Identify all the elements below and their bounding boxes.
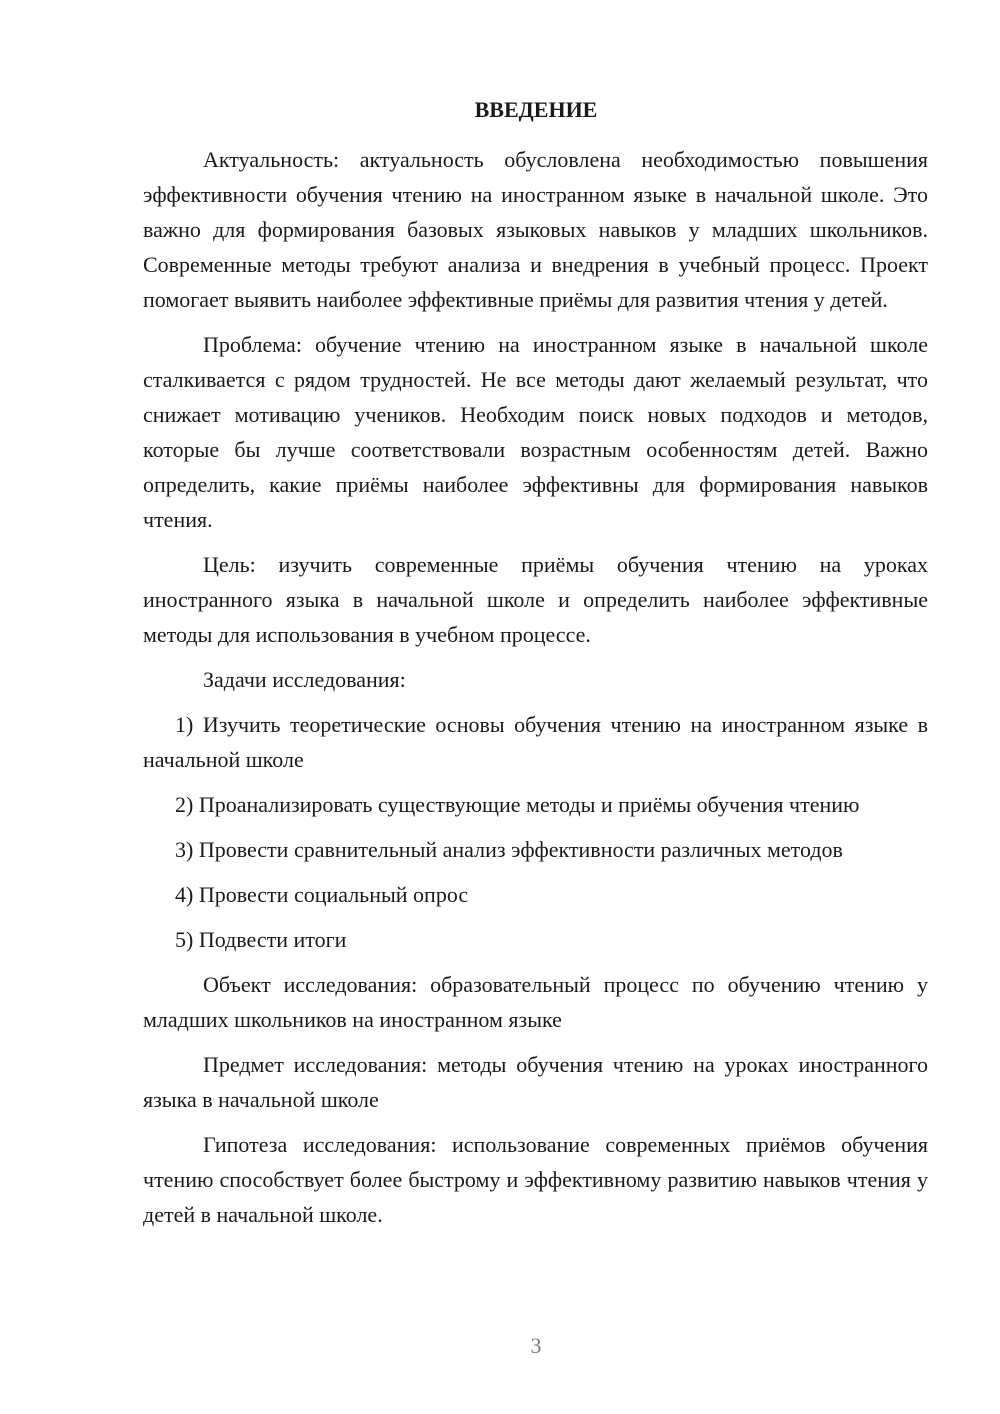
- object-paragraph: Объект исследования: образовательный процесс по обучению чтению у младших школьников на иностранном языке: [143, 972, 928, 1032]
- task-item-3: 3) Провести сравнительный анализ эффективности различных методов: [175, 837, 843, 862]
- task-item-2: 2) Проанализировать существующие методы и приёмы обучения чтению: [175, 792, 860, 817]
- hypothesis-paragraph: Гипотеза исследования: использование современных приёмов обучения чтению способствует более быстрому и эффективному развитию навыков чтения у детей в начальной школе.: [143, 1132, 928, 1227]
- subject-paragraph: Предмет исследования: методы обучения чтению на уроках иностранного языка в начальной школе: [143, 1052, 928, 1112]
- section-heading: ВВЕДЕНИЕ: [474, 97, 598, 122]
- task-item-5: 5) Подвести итоги: [175, 927, 347, 952]
- relevance-paragraph: Актуальность: актуальность обусловлена необходимостью повышения эффективности обучения чтению на иностранном языке в начальной школе. Это важно для формирования базовых языковых навыков у младших школьников. Современные методы требуют анализа и внедрения в учебный процесс. Проект помогает выявить наиболее эффективные приёмы для развития чтения у детей.: [143, 147, 928, 312]
- task-item-1: 1) Изучить теоретические основы обучения чтению на иностранном языке в начальной школе: [143, 712, 928, 772]
- body-text: [143, 142, 928, 1242]
- page-number: 3: [530, 1333, 542, 1358]
- tasks-list: [143, 707, 928, 957]
- goal-paragraph: Цель: изучить современные приёмы обучения чтению на уроках иностранного языка в начальной школе и определить наиболее эффективные методы для использования в учебном процессе.: [143, 552, 928, 647]
- problem-paragraph: Проблема: обучение чтению на иностранном языке в начальной школе сталкивается с рядом трудностей. Не все методы дают желаемый результат, что снижает мотивацию учеников. Необходим поиск новых подходов и методов, которые бы лучше соответствовали возрастным особенностям детей. Важно определить, какие приёмы наиболее эффективны для формирования навыков чтения.: [143, 332, 928, 532]
- task-item-4: 4) Провести социальный опрос: [175, 882, 469, 907]
- tasks-title: Задачи исследования:: [203, 667, 406, 692]
